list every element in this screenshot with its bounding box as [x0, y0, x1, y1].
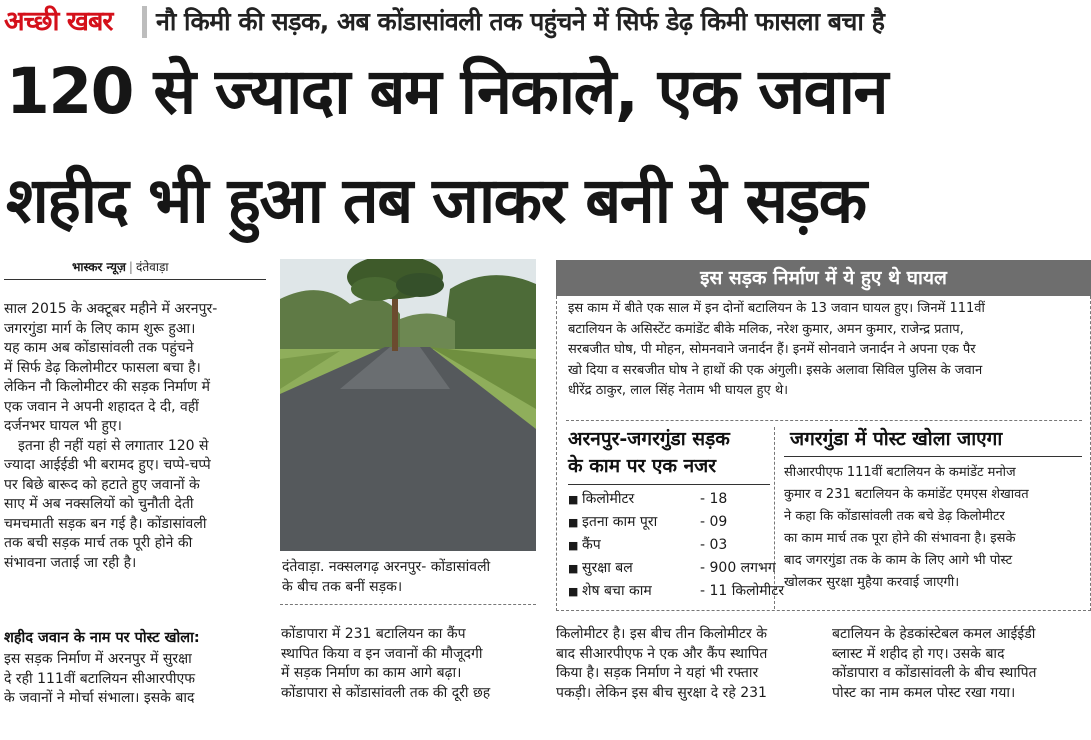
caption-rule [280, 604, 536, 605]
glance-label: सुरक्षा बल [582, 560, 633, 576]
left-line: पर बिछे बारूद को हटाते हुए जवानों के [4, 476, 200, 493]
caption-line: दंतेवाड़ा. नक्सलगढ़ अरनपुर- कोंडासांवली [282, 559, 491, 575]
bottom-line: पकड़ी। लेकिन इस बीच सुरक्षा दे रहे 231 [556, 684, 767, 701]
bottom-column-1 [281, 625, 535, 703]
bullet-icon: ■ [568, 539, 579, 552]
left-line: के जवानों ने मोर्चा संभाला। इसके बाद [4, 690, 195, 706]
bottom-line: ब्लास्ट में शहीद हो गए। उसके बाद [832, 645, 1005, 662]
glance-row [568, 580, 784, 603]
glance-value: - 03 [700, 537, 728, 553]
glance-title-line-2: के काम पर एक नजर [568, 455, 717, 477]
headline-line-2: शहीद भी हुआ तब जाकर बनी ये सड़क [6, 164, 866, 237]
left-line: ज्यादा आईईडी भी बरामद हुए। चप्पे-चप्पे [4, 457, 211, 473]
post-line: सीआरपीएफ 111वीं बटालियन के कमांडेंट मनोज [784, 465, 1016, 480]
left-line: एक जवान ने अपनी शहादत दे दी, वहीं [4, 398, 199, 415]
left-line: साए में अब नक्सलियों को चुनौती देती [4, 496, 194, 512]
left-line: दर्जनभर घायल भी हुए। [4, 418, 122, 434]
post-line: बाद जगरगुंडा तक के काम के लिए आगे भी पोस्ट [784, 553, 1013, 568]
left-subhead: शहीद जवान के नाम पर पोस्ट खोला: [4, 630, 200, 646]
injured-box-title: इस सड़क निर्माण में ये हुए थे घायल [700, 267, 947, 289]
byline-location: दंतेवाड़ा [135, 260, 169, 274]
injured-line: सरबजीत घोष, पी मोहन, सोमनवाने जनार्दन हैं। इनमें सोनवाने जनार्दन ने अपना एक पैर [568, 342, 976, 357]
bullet-icon: ■ [568, 516, 579, 529]
road-photo [280, 259, 536, 551]
post-box-rule [784, 456, 1082, 457]
glance-label: कैंप [582, 537, 601, 553]
glance-value: - 900 लगभग [700, 560, 776, 576]
injured-box-divider [566, 420, 1082, 421]
bottom-line: कोंडापारा में 231 बटालियन का कैंप [281, 626, 466, 642]
kicker-headline: नौ किमी की सड़क, अब कोंडासांवली तक पहुंचने में सिर्फ डेढ़ किमी फासला बचा है [156, 7, 885, 36]
road-photo-illustration [280, 259, 536, 551]
glance-label: शेष बचा काम [582, 583, 652, 599]
kicker-label: अच्छी खबर [4, 6, 113, 37]
byline-agency: भास्कर न्यूज़ [72, 260, 126, 274]
left-line: में सिर्फ डेढ़ किलोमीटर फासला बचा है। [4, 359, 201, 376]
glance-value: - 09 [700, 514, 728, 530]
bottom-line: किया है। सड़क निर्माण ने यहां भी रफ्तार [556, 665, 759, 681]
glance-value: - 18 [700, 491, 728, 507]
glance-rule [568, 484, 770, 485]
bullet-icon: ■ [568, 585, 579, 598]
glance-value: - 11 किलोमीटर [700, 583, 785, 599]
byline-rule [4, 279, 266, 280]
left-line: साल 2015 के अक्टूबर महीने में अरनपुर- [4, 301, 218, 317]
left-line: तक बची सड़क मार्च तक पूरी होने की [4, 535, 193, 551]
bottom-line: कोंडापारा व कोंडासांवली के बीच स्थापित [832, 665, 1037, 681]
bottom-line: स्थापित किया व इन जवानों की मौजूदगी [281, 645, 483, 662]
left-line: दे रही 111वीं बटालियन सीआरपीएफ [4, 670, 196, 687]
injured-line: इस काम में बीते एक साल में इन दोनों बटालियन के 13 जवान घायल हुए। जिनमें 111वीं [568, 301, 985, 316]
bottom-line: कोंडापारा से कोंडासांवली तक की दूरी छह [281, 684, 491, 701]
glance-title-line-1: अरनपुर-जगरगुंडा सड़क [568, 428, 730, 450]
bottom-column-2 [556, 625, 811, 703]
bottom-line: में सड़क निर्माण का काम आगे बढ़ा। [281, 665, 462, 681]
post-box-body [784, 462, 1084, 594]
left-line: चमचमाती सड़क बन गई है। कोंडासांवली [4, 515, 207, 532]
post-line: खोलकर सुरक्षा मुहैया करवाई जाएगी। [784, 575, 960, 590]
injured-box-body [568, 299, 1083, 402]
bottom-line: किलोमीटर है। इस बीच तीन किलोमीटर के [556, 626, 767, 642]
bottom-column-3 [832, 625, 1086, 703]
glance-row [568, 557, 784, 580]
glance-label: किलोमीटर [582, 491, 635, 507]
left-line: लेकिन नौ किलोमीटर की सड़क निर्माण में [4, 379, 210, 395]
left-line: इतना ही नहीं यहां से लगातार 120 से [18, 437, 209, 454]
glance-label: इतना काम पूरा [582, 514, 658, 530]
left-column-body [4, 300, 262, 573]
injured-line: खो दिया व सरबजीत घोष ने हाथों की एक अंगुली। इसके अलावा सिविल पुलिस के जवान [568, 362, 983, 378]
byline-separator: | [128, 260, 133, 274]
byline [72, 258, 169, 275]
left-line: जगरगुंडा मार्ग के लिए काम शुरू हुआ। [4, 320, 196, 337]
bottom-line: बाद सीआरपीएफ ने एक और कैंप स्थापित [556, 645, 768, 662]
bullet-icon: ■ [568, 493, 579, 506]
injured-line: धीरेंद्र ठाकुर, लाल सिंह नेताम भी घायल हुए थे। [568, 383, 789, 398]
post-line: कुमार व 231 बटालियन के कमांडेंट एमएस शेखावत [784, 487, 1029, 502]
left-line: इस सड़क निर्माण में अरनपुर में सुरक्षा [4, 651, 192, 667]
post-box-title: जगरगुंडा में पोस्ट खोला जाएगा [790, 428, 1003, 450]
left-line: संभावना जताई जा रही है। [4, 554, 137, 571]
post-line: का काम मार्च तक पूरा होने की संभावना है। इसके [784, 531, 1016, 546]
injured-line: बटालियन के असिस्टेंट कमांडेंट बीके मलिक, नरेश कुमार, अमन कुमार, राजेन्द्र प्रताप, [568, 321, 964, 337]
glance-row [568, 511, 784, 534]
headline-line-1: 120 से ज्यादा बम निकाले, एक जवान [6, 55, 887, 128]
bullet-icon: ■ [568, 562, 579, 575]
post-line: ने कहा कि कोंडासांवली तक बचे डेढ़ किलोमीटर [784, 509, 1005, 524]
glance-row [568, 534, 784, 557]
bottom-line: पोस्ट का नाम कमल पोस्ट रखा गया। [832, 684, 1016, 701]
caption-line: के बीच तक बनीं सड़क। [282, 579, 403, 595]
kicker-divider [142, 6, 147, 38]
left-line: यह काम अब कोंडासांवली तक पहुंचने [4, 340, 194, 356]
left-column-body-2 [4, 650, 262, 709]
glance-list [568, 488, 784, 603]
bottom-line: बटालियन के हेडकांस्टेबल कमल आईईडी [832, 626, 1036, 642]
glance-row [568, 488, 784, 511]
photo-caption [282, 557, 536, 597]
